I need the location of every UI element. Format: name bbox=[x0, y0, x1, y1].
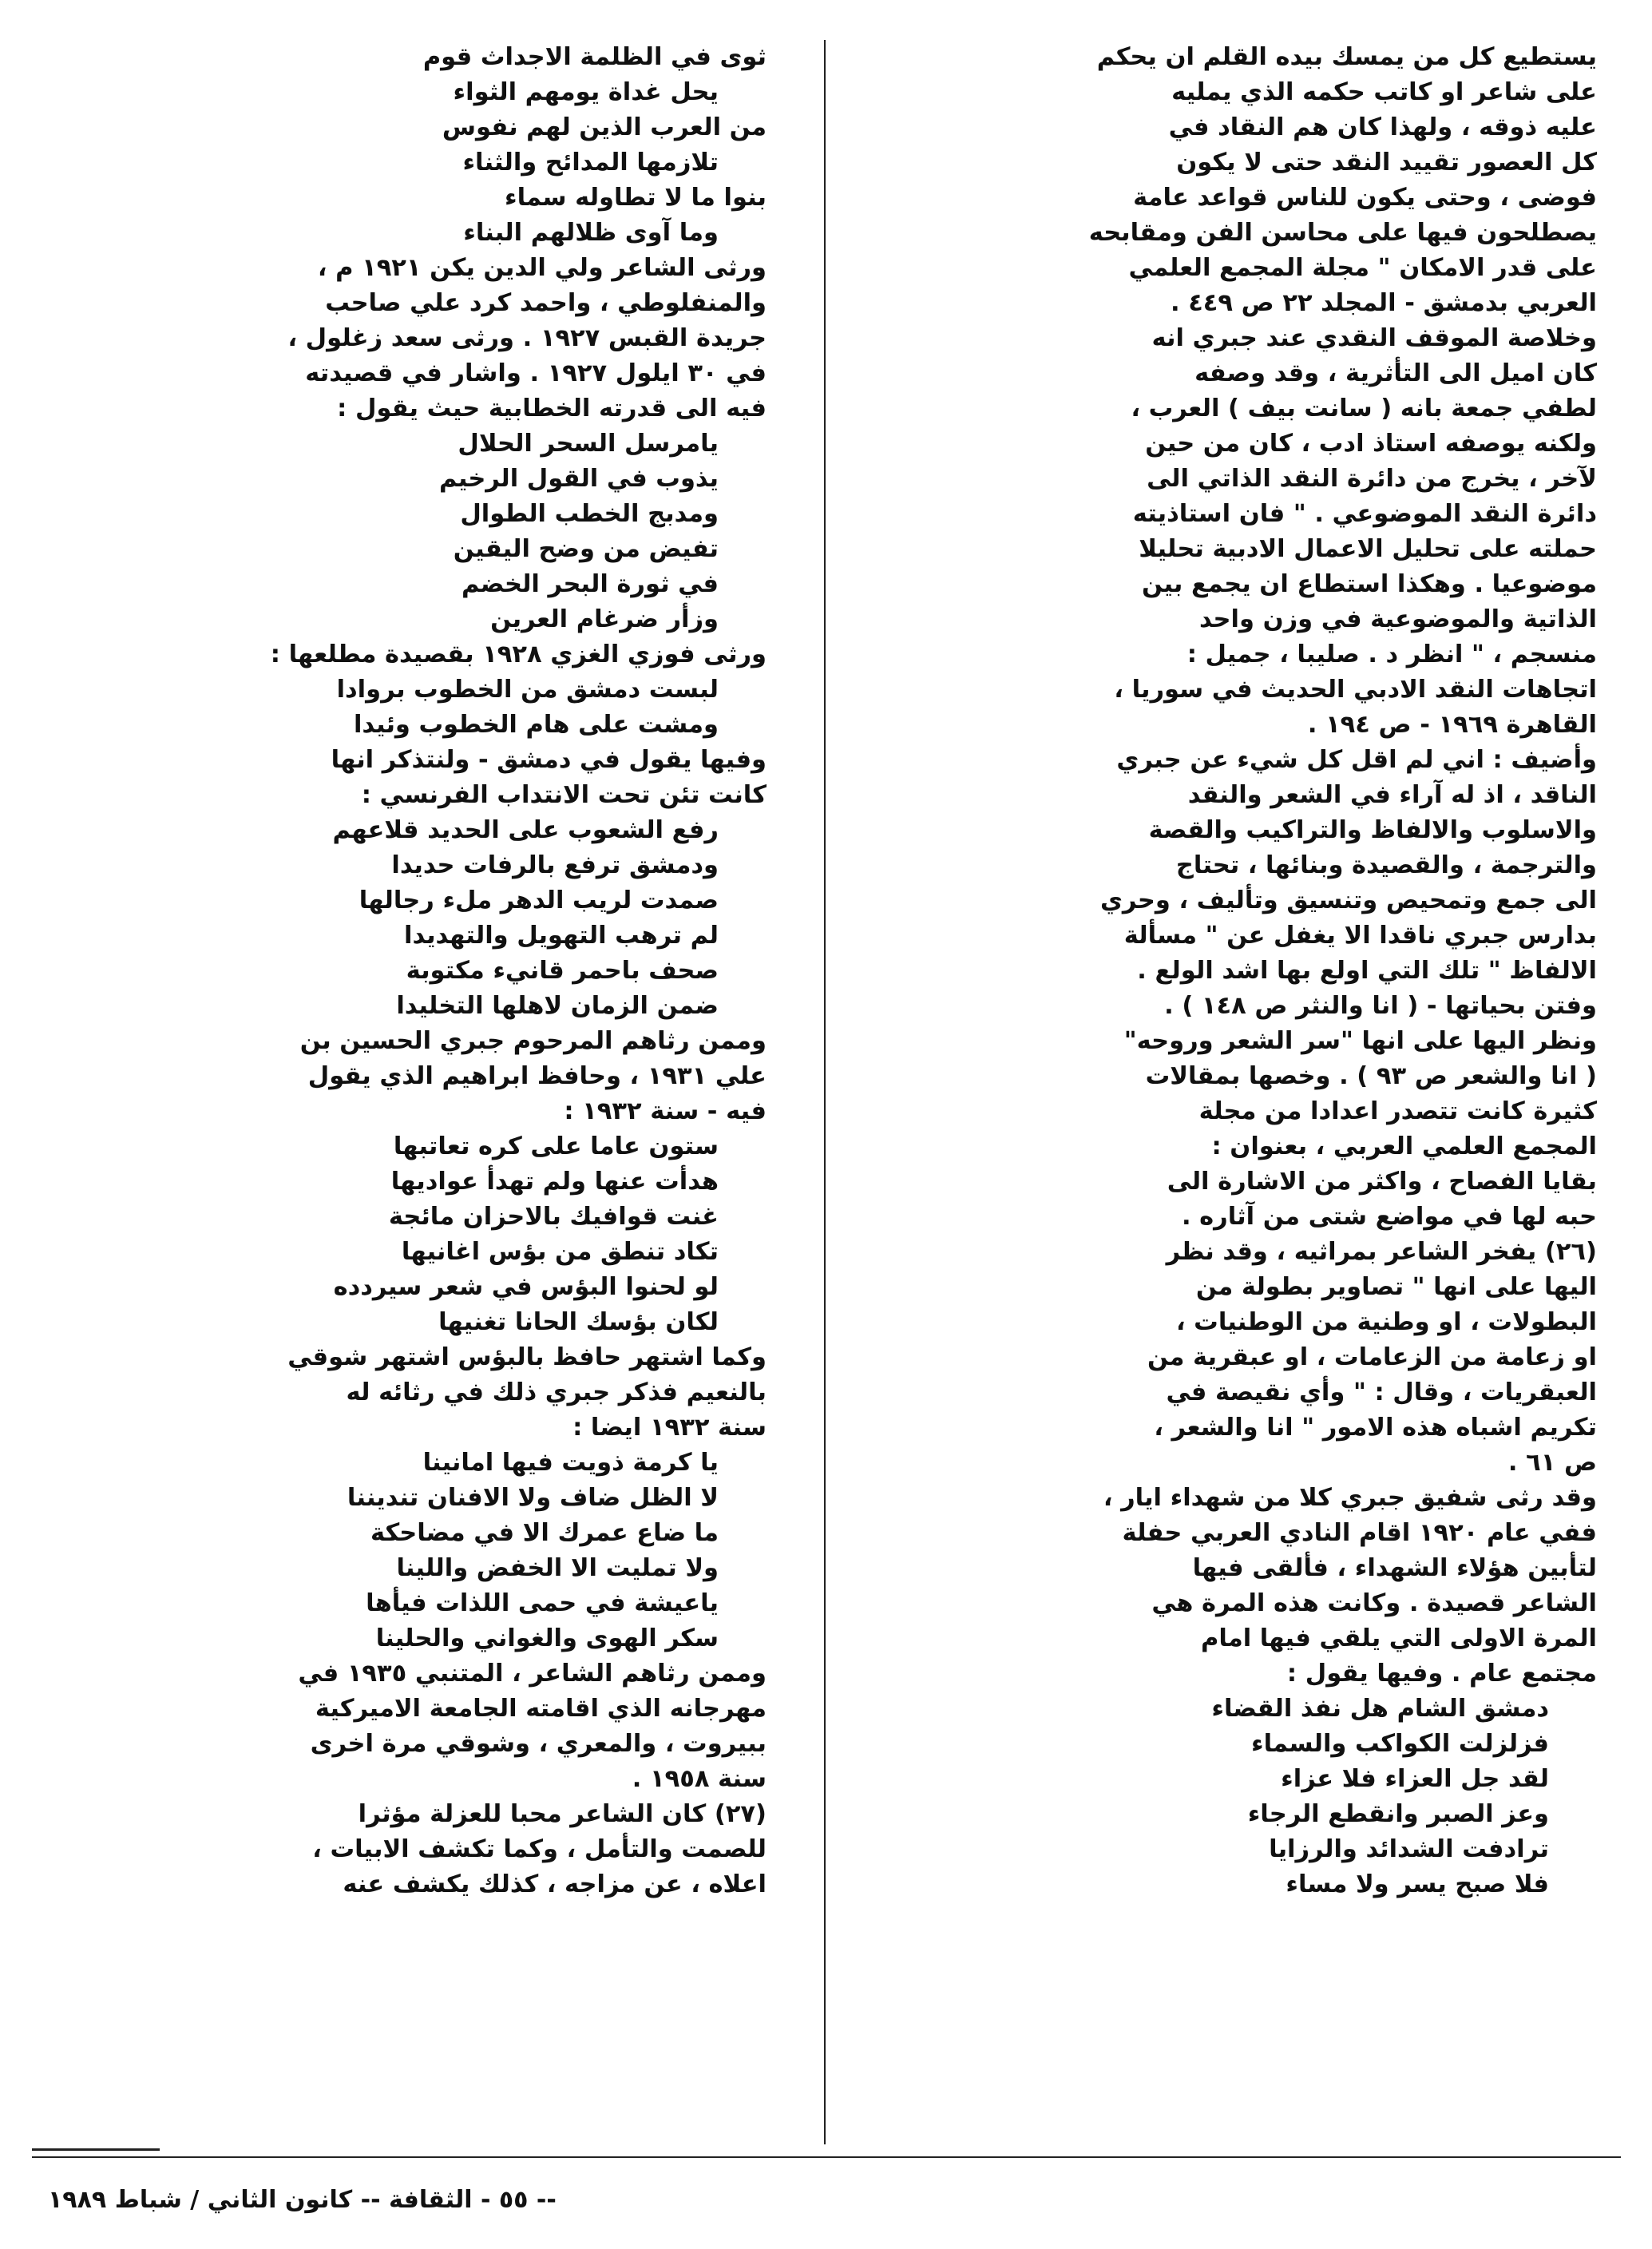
text-line: والمنفلوطي ، واحمد كرد علي صاحب bbox=[325, 289, 767, 317]
text-line: منسجم ، " انظر د . صليبا ، جميل : bbox=[1187, 641, 1597, 668]
text-line: وممن رثاهم الشاعر ، المتنبي ١٩٣٥ في bbox=[298, 1660, 767, 1688]
text-line: كل العصور تقييد النقد حتى لا يكون bbox=[1176, 149, 1597, 177]
text-line: ببيروت ، والمعري ، وشوقي مرة اخرى bbox=[310, 1730, 767, 1758]
text-line: كانت تئن تحت الانتداب الفرنسي : bbox=[361, 781, 767, 809]
text-line: ولا تمليت الا الخفض واللينا bbox=[396, 1554, 719, 1582]
text-line: صحف باحمر قانيء مكتوبة bbox=[406, 957, 719, 985]
text-line: وفيها يقول في دمشق - ولنتذكر انها bbox=[331, 746, 767, 774]
text-line: يا كرمة ذويت فيها امانينا bbox=[422, 1449, 719, 1477]
text-line: دائرة النقد الموضوعي . " فان استاذيته bbox=[1132, 500, 1597, 528]
text-line: ودمشق ترفع بالرفات حديدا bbox=[391, 851, 719, 879]
text-line: يستطيع كل من يمسك بيده القلم ان يحكم bbox=[1096, 43, 1597, 71]
text-line: القاهرة ١٩٦٩ - ص ١٩٤ . bbox=[1307, 711, 1597, 739]
text-line: وزأر ضرغام العرين bbox=[490, 605, 719, 633]
text-line: العربي بدمشق - المجلد ٢٢ ص ٤٤٩ . bbox=[1170, 289, 1597, 317]
text-line: ورثى فوزي الغزي ١٩٢٨ بقصيدة مطلعها : bbox=[270, 641, 767, 668]
right-text-column bbox=[878, 40, 1597, 2148]
text-line: ترادفت الشدائد والرزايا bbox=[1269, 1835, 1549, 1863]
text-line: وفتن بحياتها - ( انا والنثر ص ١٤٨ ) . bbox=[1164, 992, 1597, 1020]
footnote-rule bbox=[32, 2148, 160, 2151]
text-line: البطولات ، او وطنية من الوطنيات ، bbox=[1175, 1308, 1597, 1336]
text-line: وخلاصة الموقف النقدي عند جبري انه bbox=[1151, 324, 1597, 352]
text-line: لا الظل ضاف ولا الافنان تنديننا bbox=[347, 1484, 719, 1512]
text-line: ص ٦١ . bbox=[1507, 1449, 1597, 1477]
column-divider bbox=[824, 40, 826, 2144]
text-line: تلازمها المدائح والثناء bbox=[462, 149, 719, 177]
text-line: في ثورة البحر الخضم bbox=[462, 570, 719, 598]
text-line: الناقد ، اذ له آراء في الشعر والنقد bbox=[1187, 781, 1597, 809]
text-line: تكاد تنطق من بؤس اغانيها bbox=[401, 1238, 719, 1266]
text-line: كثيرة كانت تتصدر اعدادا من مجلة bbox=[1198, 1097, 1597, 1125]
text-line: فيه الى قدرته الخطابية حيث يقول : bbox=[337, 395, 767, 422]
text-line: مهرجانه الذي اقامته الجامعة الاميركية bbox=[315, 1695, 767, 1723]
text-line: وقد رثى شفيق جبري كلا من شهداء ايار ، bbox=[1103, 1484, 1597, 1512]
text-line: في ٣٠ ايلول ١٩٢٧ . واشار في قصيدته bbox=[305, 359, 767, 387]
text-line: ففي عام ١٩٢٠ اقام النادي العربي حفلة bbox=[1122, 1519, 1597, 1547]
text-line: دمشق الشام هل نفذ القضاء bbox=[1211, 1695, 1549, 1723]
text-line: ستون عاما على كره تعاتبها bbox=[393, 1132, 719, 1160]
text-line: لو لحنوا البؤس في شعر سيردده bbox=[333, 1273, 719, 1301]
text-line: لم ترهب التهويل والتهديدا bbox=[404, 922, 719, 950]
text-line: بالنعيم فذكر جبري ذلك في رثائه له bbox=[346, 1378, 767, 1406]
text-line: يصطلحون فيها على محاسن الفن ومقابحه bbox=[1088, 219, 1597, 247]
text-line: عليه ذوقه ، ولهذا كان هم النقاد في bbox=[1168, 113, 1597, 141]
text-line: الشاعر قصيدة . وكانت هذه المرة هي bbox=[1151, 1589, 1597, 1617]
text-line: اليها على انها " تصاوير بطولة من bbox=[1195, 1273, 1597, 1301]
text-line: المرة الاولى التي يلقي فيها امام bbox=[1201, 1624, 1597, 1652]
text-line: والاسلوب والالفاظ والتراكيب والقصة bbox=[1148, 816, 1597, 844]
text-line: الى جمع وتمحيص وتنسيق وتأليف ، وحري bbox=[1099, 887, 1597, 914]
text-line: يامرسل السحر الحلال bbox=[458, 430, 719, 458]
text-line: فوضى ، وحتى يكون للناس قواعد عامة bbox=[1133, 184, 1597, 212]
text-line: سنة ١٩٣٢ ايضا : bbox=[572, 1414, 767, 1442]
text-line: وكما اشتهر حافظ بالبؤس اشتهر شوقي bbox=[287, 1343, 767, 1371]
text-line: كان اميل الى التأثرية ، وقد وصفه bbox=[1194, 359, 1597, 387]
text-line: علي ١٩٣١ ، وحافظ ابراهيم الذي يقول bbox=[307, 1062, 767, 1090]
text-line: والترجمة ، والقصيدة وبنائها ، تحتاج bbox=[1175, 851, 1597, 879]
text-line: ورثى الشاعر ولي الدين يكن ١٩٢١ م ، bbox=[317, 254, 767, 282]
text-line: ياعيشة في حمى اللذات فيأها bbox=[366, 1589, 719, 1617]
text-line: فيه - سنة ١٩٣٢ : bbox=[564, 1097, 767, 1125]
text-line: ( انا والشعر ص ٩٣ ) . وخصها بمقالات bbox=[1145, 1062, 1597, 1090]
text-line: يذوب في القول الرخيم bbox=[438, 465, 719, 493]
text-line: رفع الشعوب على الحديد قلاعهم bbox=[332, 816, 719, 844]
text-line: يحل غداة يومهم الثواء bbox=[453, 78, 719, 106]
text-line: (٢٦) يفخر الشاعر بمراثيه ، وقد نظر bbox=[1166, 1238, 1597, 1266]
text-line: وما آوى ظلالهم البناء bbox=[463, 219, 719, 247]
text-line: او زعامة من الزعامات ، او عبقرية من bbox=[1147, 1343, 1597, 1371]
text-line: جريدة القبس ١٩٢٧ . ورثى سعد زغلول ، bbox=[287, 324, 767, 352]
text-line: الذاتية والموضوعية في وزن واحد bbox=[1198, 605, 1597, 633]
text-line: ضمن الزمان لاهلها التخليدا bbox=[396, 992, 719, 1020]
text-line: تفيض من وضح اليقين bbox=[453, 535, 719, 563]
footer-rule bbox=[32, 2156, 1621, 2158]
text-line: موضوعيا . وهكذا استطاع ان يجمع بين bbox=[1142, 570, 1597, 598]
text-line: حملته على تحليل الاعمال الادبية تحليلا bbox=[1139, 535, 1597, 563]
text-line: لبست دمشق من الخطوب بروادا bbox=[336, 676, 719, 704]
text-line: ومدبج الخطب الطوال bbox=[460, 500, 719, 528]
text-line: ثوى في الظلمة الاجداث قوم bbox=[422, 43, 767, 71]
text-line: لكان بؤسك الحانا تغنيها bbox=[438, 1308, 719, 1336]
text-line: مجتمع عام . وفيها يقول : bbox=[1286, 1660, 1597, 1688]
text-line: اعلاه ، عن مزاجه ، كذلك يكشف عنه bbox=[343, 1870, 767, 1898]
text-line: بقايا الفصاح ، واكثر من الاشارة الى bbox=[1167, 1168, 1597, 1196]
text-line: لقد جل العزاء فلا عزاء bbox=[1281, 1765, 1549, 1793]
text-line: ما ضاع عمرك الا في مضاحكة bbox=[370, 1519, 719, 1547]
text-line: من العرب الذين لهم نفوس bbox=[442, 113, 767, 141]
text-line: على قدر الامكان " مجلة المجمع العلمي bbox=[1128, 254, 1597, 282]
page-footer: -- ٥٥ - الثقافة -- كانون الثاني / شباط ١٩٨٩ bbox=[48, 2186, 557, 2214]
text-line: تكريم اشباه هذه الامور " انا والشعر ، bbox=[1154, 1414, 1597, 1442]
text-line: وممن رثاهم المرحوم جبري الحسين بن bbox=[299, 1027, 767, 1055]
text-line: ونظر اليها على انها "سر الشعر وروحه" bbox=[1123, 1027, 1597, 1055]
text-line: (٢٧) كان الشاعر محبا للعزلة مؤثرا bbox=[358, 1800, 767, 1828]
text-line: وأضيف : اني لم اقل كل شيء عن جبري bbox=[1116, 746, 1597, 774]
text-line: حبه لها في مواضع شتى من آثاره . bbox=[1181, 1203, 1597, 1231]
text-line: سنة ١٩٥٨ . bbox=[632, 1765, 767, 1793]
text-line: لطفي جمعة بانه ( سانت بيف ) العرب ، bbox=[1131, 395, 1597, 422]
text-line: لآخر ، يخرج من دائرة النقد الذاتي الى bbox=[1147, 465, 1597, 493]
text-line: بنوا ما لا تطاوله سماء bbox=[504, 184, 767, 212]
text-line: العبقريات ، وقال : " وأي نقيصة في bbox=[1166, 1378, 1597, 1406]
text-line: هدأت عنها ولم تهدأ عواديها bbox=[390, 1168, 719, 1196]
text-line: الالفاظ " تلك التي اولع بها اشد الولع . bbox=[1137, 957, 1597, 985]
text-line: للصمت والتأمل ، وكما تكشف الابيات ، bbox=[312, 1835, 767, 1863]
text-line: ولكنه يوصفه استاذ ادب ، كان من حين bbox=[1145, 430, 1597, 458]
text-line: على شاعر او كاتب حكمه الذي يمليه bbox=[1171, 78, 1597, 106]
left-text-column bbox=[48, 40, 767, 2148]
text-line: صمدت لريب الدهر ملء رجالها bbox=[359, 887, 719, 914]
text-line: فلا صبح يسر ولا مساء bbox=[1286, 1870, 1549, 1898]
text-line: المجمع العلمي العربي ، بعنوان : bbox=[1211, 1132, 1597, 1160]
text-line: فزلزلت الكواكب والسماء bbox=[1251, 1730, 1549, 1758]
text-line: وعز الصبر وانقطع الرجاء bbox=[1247, 1800, 1549, 1828]
text-line: لتأبين هؤلاء الشهداء ، فألقى فيها bbox=[1192, 1554, 1597, 1582]
text-line: ومشت على هام الخطوب وئيدا bbox=[353, 711, 719, 739]
text-line: بدارس جبري ناقدا الا يغفل عن " مسألة bbox=[1123, 922, 1597, 950]
text-line: اتجاهات النقد الادبي الحديث في سوريا ، bbox=[1114, 676, 1597, 704]
text-line: سكر الهوى والغواني والحلينا bbox=[375, 1624, 719, 1652]
text-line: غنت قوافيك بالاحزان مائجة bbox=[388, 1203, 719, 1231]
